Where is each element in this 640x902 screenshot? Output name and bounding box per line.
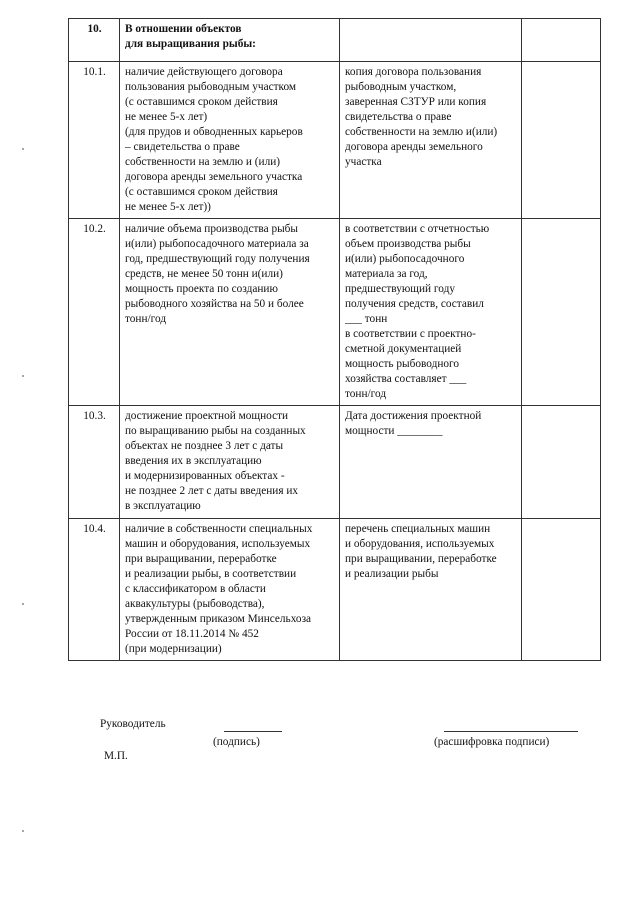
table-row (69, 62, 601, 219)
head-label: Руководитель (100, 718, 166, 730)
table-row (69, 219, 601, 406)
criterion-text: достижение проектной мощности по выращиванию рыбы на созданных объектах не позднее 3 лет с даты введения их в эксплуатацию и модернизированных объектах - не позднее 2 лет с даты введения их в эксплуатацию (120, 406, 340, 519)
criterion-text: наличие объема производства рыбы и(или) рыбопосадочного материала за год, предшествующий году получения средств, не менее 50 тонн и(или) мощность проекта по созданию рыбоводного хозяйства на 50 и более тонн/год (120, 219, 340, 406)
empty-cell (522, 519, 601, 661)
signature-line (224, 731, 282, 732)
table-header-row (69, 19, 601, 62)
document-text: Дата достижения проектной мощности ________ (340, 406, 522, 519)
scan-speck (22, 603, 24, 605)
row-number: 10.1. (69, 62, 120, 219)
signature-caption: (подпись) (213, 736, 260, 748)
row-number: 10.3. (69, 406, 120, 519)
decode-caption: (расшифровка подписи) (434, 736, 550, 748)
empty-cell (522, 219, 601, 406)
stamp-label: М.П. (104, 750, 128, 762)
empty-cell (340, 19, 522, 62)
row-number: 10.2. (69, 219, 120, 406)
document-text: в соответствии с отчетностью объем производства рыбы и(или) рыбопосадочного материала за год, предшествующий году получения средств, составил ___ тонн в соответствии с проектно- сметной документацией мощность рыбоводного хозяйства составляет ___ тонн/год (340, 219, 522, 406)
table-row (69, 519, 601, 661)
criteria-table (68, 18, 601, 661)
table-row (69, 406, 601, 519)
section-number: 10. (69, 19, 120, 62)
criterion-text: наличие в собственности специальных машин и оборудования, используемых при выращивании, переработке и реализации рыбы, в соответствии с классификатором в области аквакультуры (рыбоводства), утвержденным приказом Минсельхоза России от 18.11.2014 № 452 (при модернизации) (120, 519, 340, 661)
scan-speck (22, 375, 24, 377)
empty-cell (522, 406, 601, 519)
section-title: В отношении объектов для выращивания рыбы: (120, 19, 340, 62)
row-number: 10.4. (69, 519, 120, 661)
scan-speck (22, 830, 24, 832)
criterion-text: наличие действующего договора пользования рыбоводным участком (с оставшимся сроком действия не менее 5-х лет) (для прудов и обводненных карьеров – свидетельства о праве собственности на землю и (или) договора аренды земельного участка (с оставшимся сроком действия не менее 5-х лет)) (120, 62, 340, 219)
empty-cell (522, 62, 601, 219)
scan-speck (22, 148, 24, 150)
document-text: копия договора пользования рыбоводным участком, заверенная СЗТУР или копия свидетельства о праве собственности на землю и(или) договора аренды земельного участка (340, 62, 522, 219)
empty-cell (522, 19, 601, 62)
document-text: перечень специальных машин и оборудования, используемых при выращивании, переработке и реализации рыбы (340, 519, 522, 661)
decode-line (444, 731, 578, 732)
